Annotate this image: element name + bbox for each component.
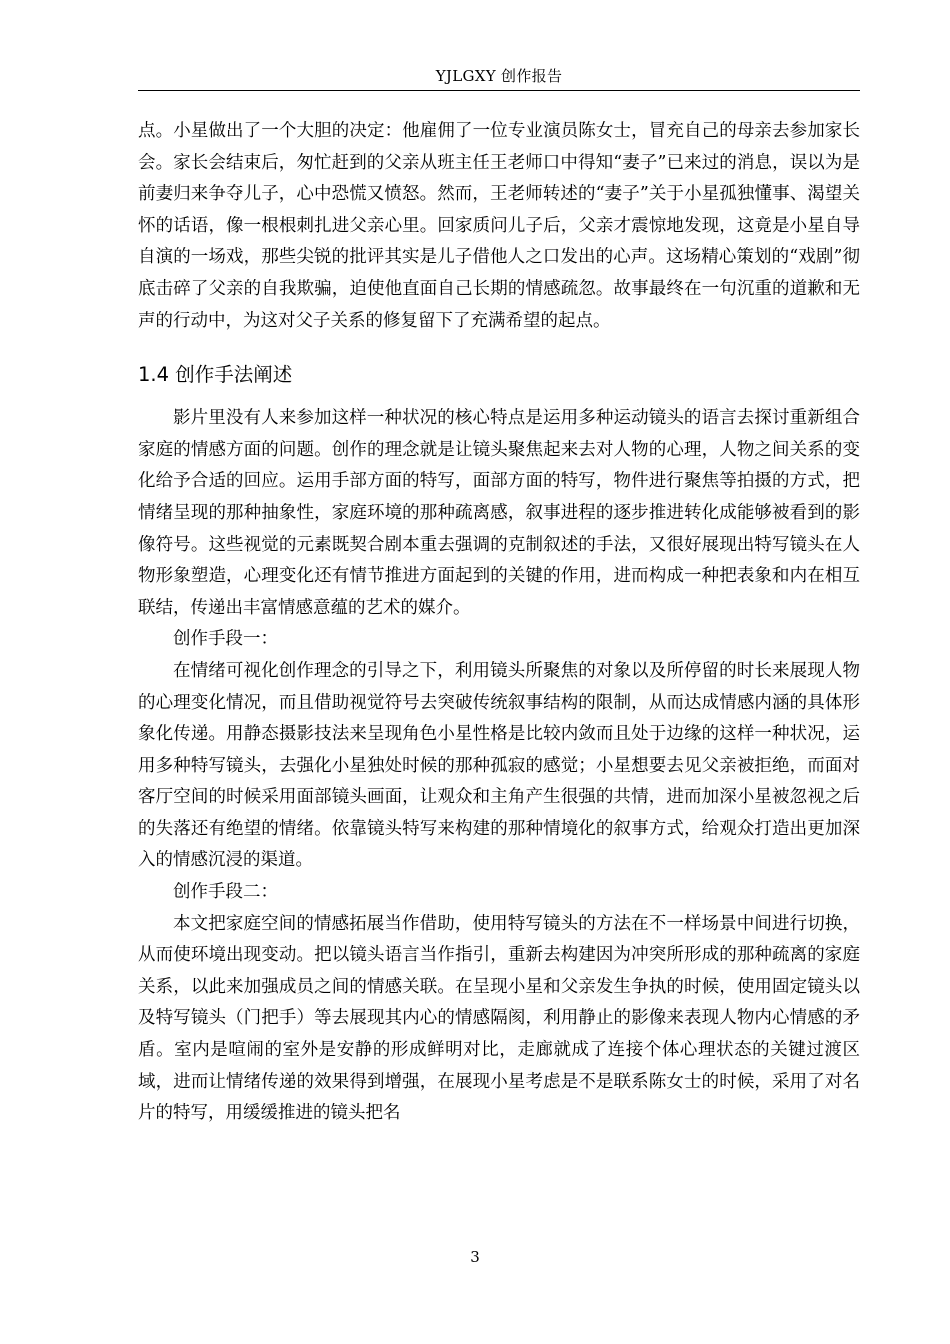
paragraph-overview: 影片里没有人来参加这样一种状况的核心特点是运用多种运动镜头的语言去探讨重新组合家庭的情感方面的问题。创作的理念就是让镜头聚焦起来去对人物的心理，人物之间关系的变化给予合适的回应。运用手部方面的特写，面部方面的特写，物件进行聚焦等拍摄的方式，把情绪呈现的那种抽象性，家庭环境的那种疏离感，叙事进程的逐步推进转化成能够被看到的影像符号。这些视觉的元素既契合剧本重去强调的克制叙述的手法，又很好展现出特写镜头在人物形象塑造，心理变化还有情节推进方面起到的关键的作用，进而构成一种把表象和内在相互联结，传递出丰富情感意蕴的艺术的媒介。 xyxy=(138,408,860,618)
method-2-label: 创作手段二： xyxy=(173,882,278,903)
page-header: YJLGXY 创作报告 xyxy=(435,67,563,85)
page-number: 3 xyxy=(470,1248,480,1266)
method-2-paragraph: 本文把家庭空间的情感拓展当作借助，使用特写镜头的方法在不一样场景中间进行切换，从而使环境出现变动。把以镜头语言当作指引，重新去构建因为冲突所形成的那种疏离的家庭关系，以此来加强成员之间的情感关联。在呈现小星和父亲发生争执的时候，使用固定镜头以及特写镜头（门把手）等去展现其内心的情感隔阂，利用静止的影像来表现人物内心情感的矛盾。室内是喧闹的室外是安静的形成鲜明对比，走廊就成了连接个体心理状态的关键过渡区域，进而让情绪传递的效果得到增强，在展现小星考虑是不是联系陈女士的时候，采用了对名片的特写，用缓缓推进的镜头把名 xyxy=(138,913,860,1124)
method-1-label: 创作手段一： xyxy=(173,629,278,650)
header-rule xyxy=(138,90,860,91)
intro-paragraph: 点。小星做出了一个大胆的决定：他雇佣了一位专业演员陈女士，冒充自己的母亲去参加家长会。家长会结束后，匆忙赶到的父亲从班主任王老师口中得知“妻子”已来过的消息，误以为是前妻归来争夺儿子，心中恐慌又愤怒。然而，王老师转述的“妻子”关于小星孤独懂事、渴望关怀的话语，像一根根刺扎进父亲心里。回家质问儿子后，父亲才震惊地发现，这竟是小星自导自演的一场戏，那些尖锐的批评其实是儿子借他人之口发出的心声。这场精心策划的“戏剧”彻底击碎了父亲的自我欺骗，迫使他直面自己长期的情感疏忽。故事最终在一句沉重的道歉和无声的行动中，为这对父子关系的修复留下了充满希望的起点。 xyxy=(138,121,860,331)
document-body xyxy=(138,116,860,1130)
method-1-paragraph: 在情绪可视化创作理念的引导之下，利用镜头所聚焦的对象以及所停留的时长来展现人物的心理变化情况，而且借助视觉符号去突破传统叙事结构的限制，从而达成情感内涵的具体形象化传递。用静态摄影技法来呈现角色小星性格是比较内敛而且处于边缘的这样一种状况，运用多种特写镜头，去强化小星独处时候的那种孤寂的感觉；小星想要去见父亲被拒绝，而面对客厅空间的时候采用面部镜头画面，让观众和主角产生很强的共情，进而加深小星被忽视之后的失落还有绝望的情绪。依靠镜头特写来构建的那种情境化的叙事方式，给观众打造出更加深入的情感沉浸的渠道。 xyxy=(138,660,860,871)
section-heading: 1.4 创作手法阐述 xyxy=(138,363,293,387)
